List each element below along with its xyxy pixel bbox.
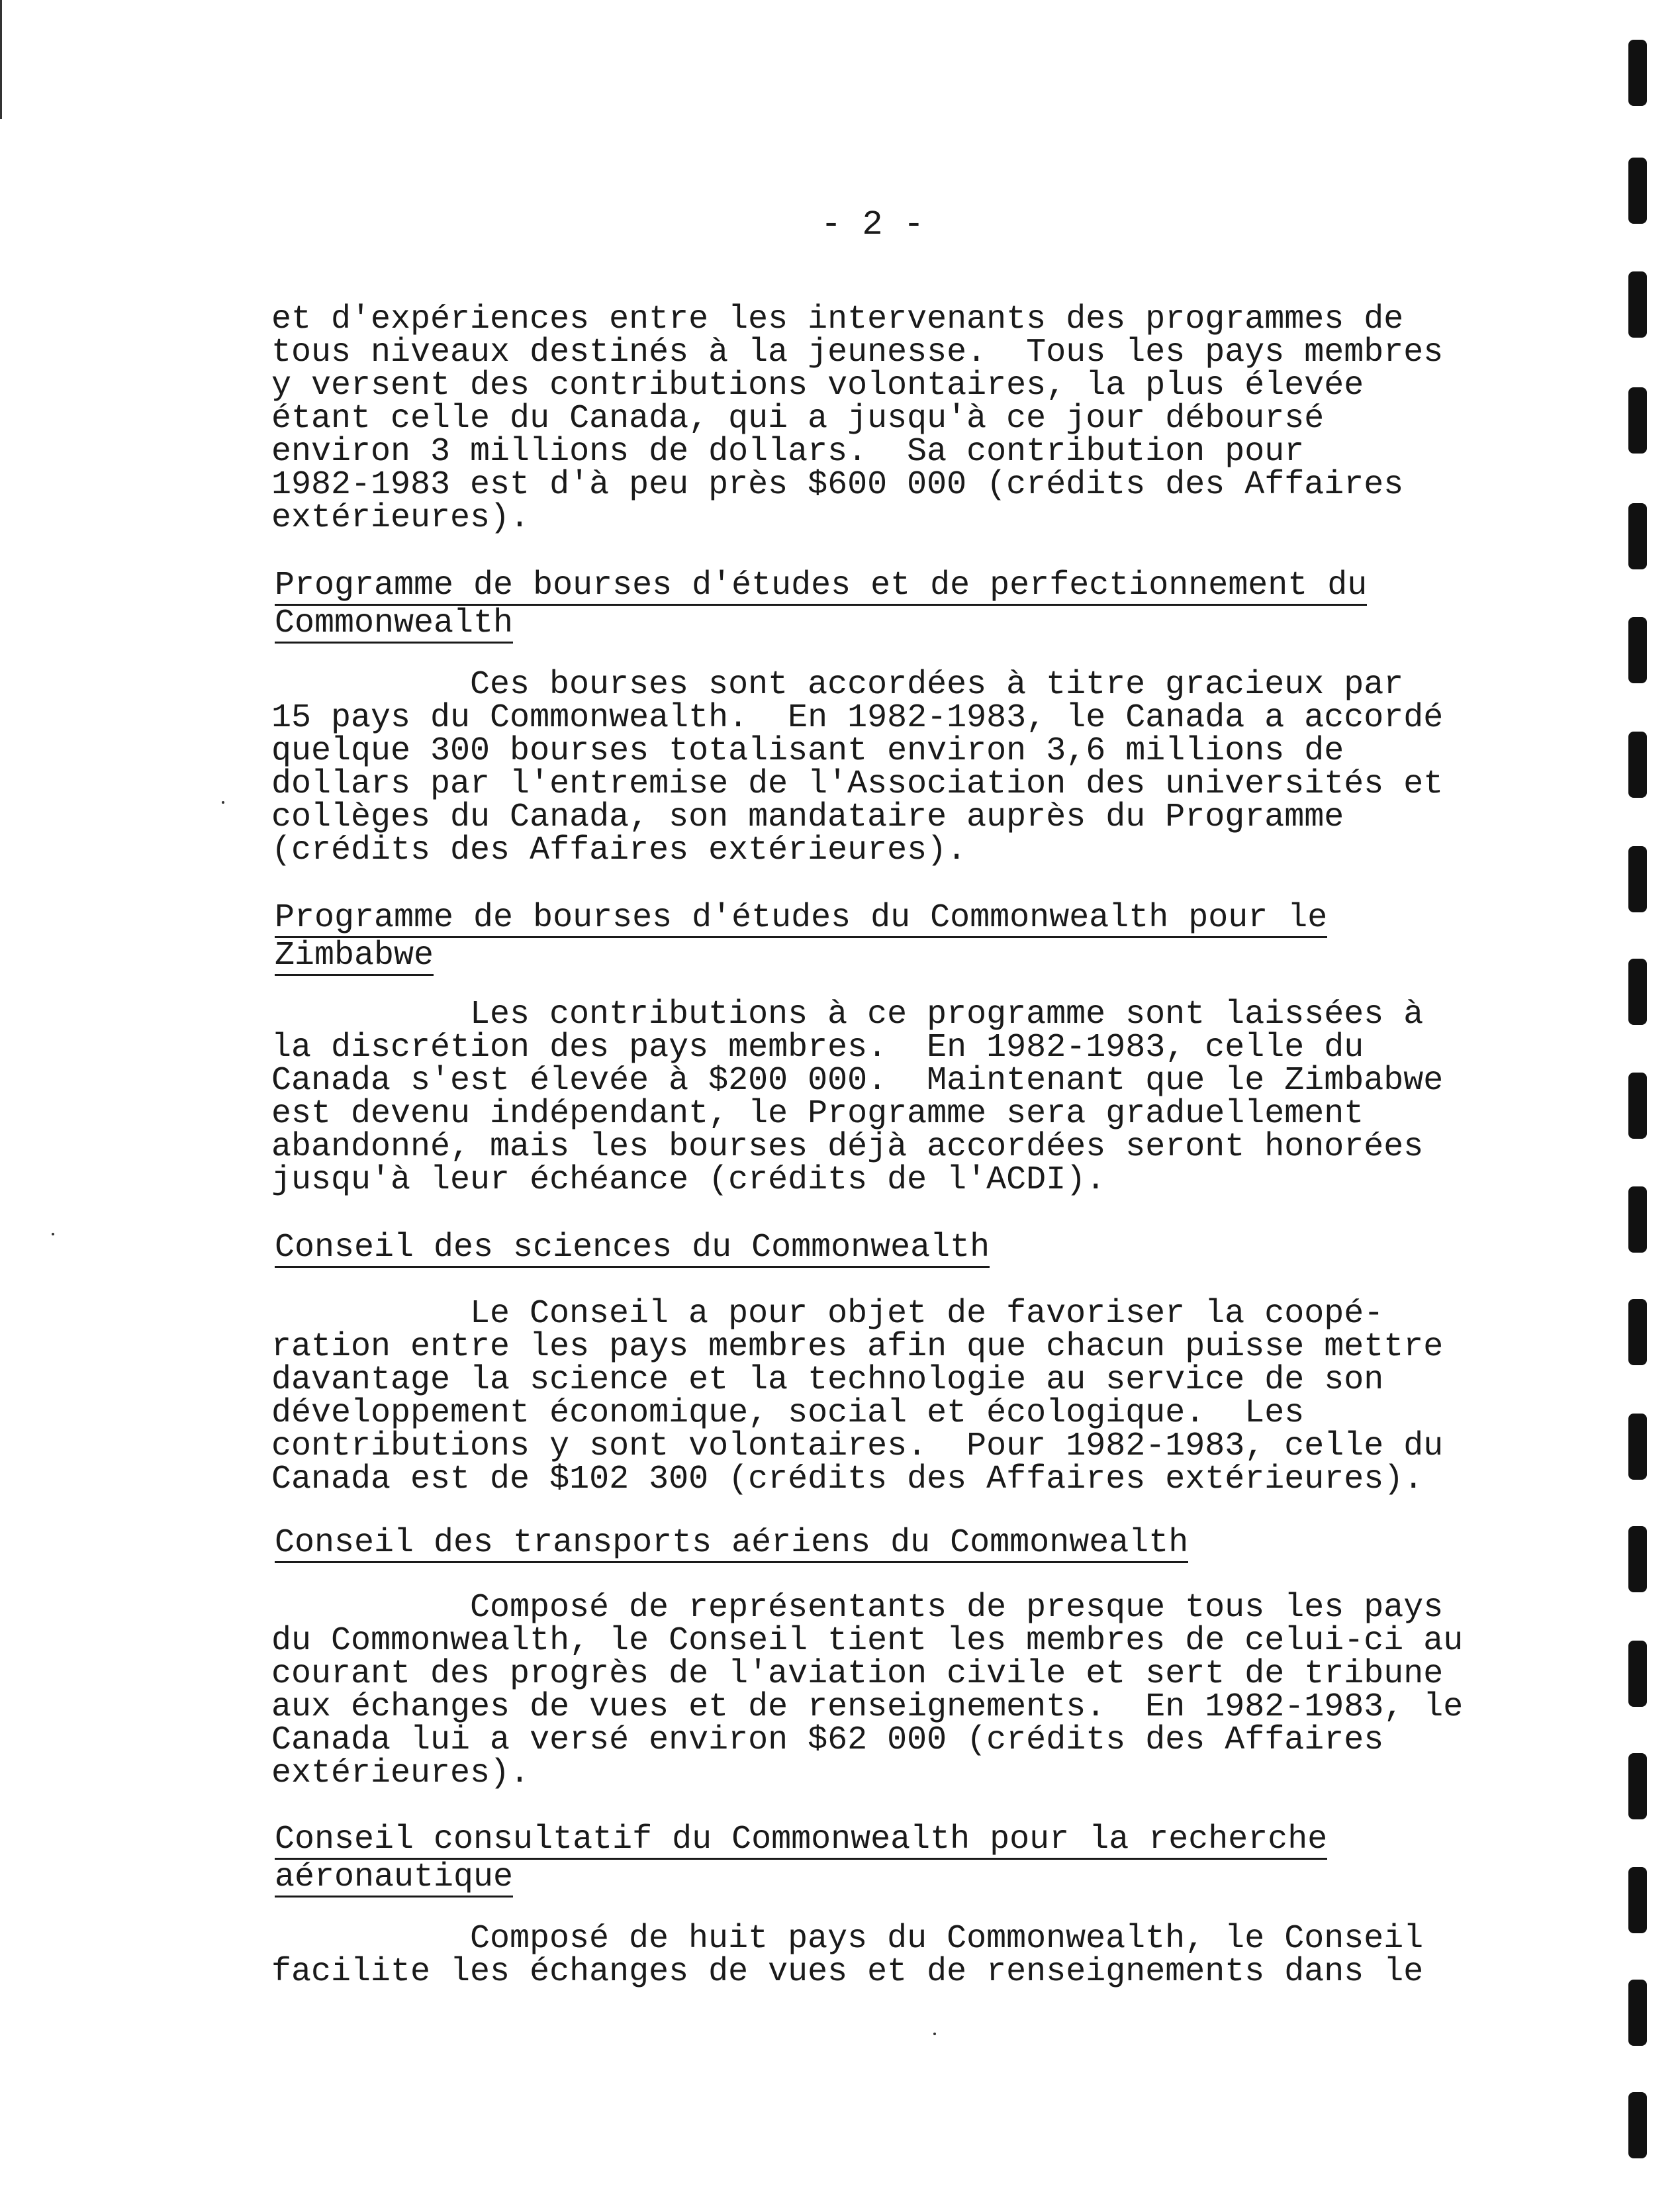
page-edge-mark [0, 0, 2, 119]
binding-mark [1628, 1753, 1647, 1819]
heading-line: Conseil des transports aériens du Commonwealth [275, 1524, 1189, 1562]
paragraph-line: développement économique, social et écologique. Les [271, 1394, 1305, 1432]
heading-line: Programme de bourses d'études et de perfectionnement du [275, 567, 1368, 604]
paragraph-line: Les contributions à ce programme sont laissées à [470, 996, 1424, 1033]
heading-line: Zimbabwe [275, 937, 434, 975]
section-paragraph [271, 666, 1463, 869]
paragraph-line: abandonné, mais les bourses déjà accordées seront honorées [271, 1128, 1424, 1166]
paragraph-line: extérieures). [271, 1754, 530, 1792]
paragraph-line: extérieures). [271, 499, 530, 537]
binding-mark [1628, 40, 1647, 106]
paragraph-line: et d'expériences entre les intervenants des programmes de [271, 301, 1404, 338]
heading-line: Conseil des sciences du Commonwealth [275, 1229, 990, 1267]
paragraph-line: du Commonwealth, le Conseil tient les membres de celui-ci au [271, 1622, 1464, 1660]
paragraph-line: Canada est de $102 300 (crédits des Affaires extérieures). [271, 1461, 1424, 1498]
binding-mark [1628, 1414, 1647, 1480]
section-heading [275, 569, 1367, 645]
paragraph-line: la discrétion des pays membres. En 1982-1983, celle du [271, 1029, 1364, 1067]
binding-mark [1628, 1980, 1647, 2046]
paragraph-line: quelque 300 bourses totalisant environ 3,6 millions de [271, 732, 1344, 770]
binding-mark [1628, 158, 1647, 224]
section-paragraph [271, 1295, 1463, 1498]
paragraph-line: ration entre les pays membres afin que chacun puisse mettre [271, 1328, 1444, 1366]
paragraph-line: y versent des contributions volontaires, la plus élevée [271, 367, 1364, 405]
heading-line: aéronautique [275, 1858, 514, 1896]
paragraph-line: collèges du Canada, son mandataire auprès du Programme [271, 798, 1344, 836]
paragraph-line: 15 pays du Commonwealth. En 1982-1983, le Canada a accordé [271, 699, 1444, 737]
binding-mark [1628, 1867, 1647, 1933]
paragraph-line: facilite les échanges de vues et de renseignements dans le [271, 1953, 1424, 1991]
paragraph-line: 1982-1983 est d'à peu près $600 000 (crédits des Affaires [271, 466, 1404, 504]
binding-mark [1628, 271, 1647, 338]
binding-mark [1628, 846, 1647, 912]
heading-line: Conseil consultatif du Commonwealth pour la recherche [275, 1821, 1328, 1858]
paragraph-line: Ces bourses sont accordées à titre gracieux par [470, 666, 1404, 704]
intro-paragraph [271, 303, 1463, 535]
binding-mark [1628, 617, 1647, 683]
paragraph-line: (crédits des Affaires extérieures). [271, 832, 967, 869]
binding-mark [1628, 732, 1647, 798]
paragraph-line: environ 3 millions de dollars. Sa contribution pour [271, 433, 1305, 471]
paragraph-line: Le Conseil a pour objet de favoriser la coopé- [470, 1295, 1384, 1333]
scan-speck [933, 2033, 936, 2035]
binding-mark [1628, 959, 1647, 1025]
paragraph-line: jusqu'à leur échéance (crédits de l'ACDI). [271, 1161, 1106, 1199]
binding-marks [1628, 0, 1655, 2210]
section-heading [275, 1231, 990, 1269]
binding-mark [1628, 1641, 1647, 1707]
paragraph-line: Canada lui a versé environ $62 000 (crédits des Affaires [271, 1721, 1384, 1759]
heading-line: Programme de bourses d'études du Commonwealth pour le [275, 899, 1328, 937]
binding-mark [1628, 1073, 1647, 1139]
heading-line: Commonwealth [275, 604, 514, 642]
paragraph-line: tous niveaux destinés à la jeunesse. Tous les pays membres [271, 334, 1444, 371]
paragraph-line: Composé de représentants de presque tous les pays [470, 1589, 1444, 1627]
section-paragraph [271, 1920, 1463, 1991]
paragraph-line: davantage la science et la technologie au service de son [271, 1361, 1384, 1399]
section-heading [275, 899, 1328, 977]
paragraph-line: courant des progrès de l'aviation civile et sert de tribune [271, 1655, 1444, 1693]
paragraph-line: est devenu indépendant, le Programme sera graduellement [271, 1095, 1364, 1133]
paragraph-line: étant celle du Canada, qui a jusqu'à ce jour déboursé [271, 400, 1325, 438]
section-heading [275, 1823, 1327, 1899]
paragraph-line: contributions y sont volontaires. Pour 1982-1983, celle du [271, 1427, 1444, 1465]
paragraph-line: Canada s'est élevée à $200 000. Maintenant que le Zimbabwe [271, 1062, 1444, 1100]
section-heading [275, 1524, 1189, 1564]
paragraph-line: dollars par l'entremise de l'Association des universités et [271, 765, 1444, 803]
section-paragraph [271, 998, 1463, 1197]
scan-speck [52, 1233, 54, 1235]
binding-mark [1628, 1186, 1647, 1253]
binding-mark [1628, 503, 1647, 569]
paragraph-line: aux échanges de vues et de renseignements. En 1982-1983, le [271, 1688, 1464, 1726]
binding-mark [1628, 1299, 1647, 1365]
binding-mark [1628, 387, 1647, 454]
binding-mark [1628, 2092, 1647, 2158]
section-paragraph [271, 1589, 1464, 1792]
binding-mark [1628, 1526, 1647, 1592]
page-number: - 2 - [821, 205, 925, 244]
scan-speck [222, 801, 224, 804]
paragraph-line: Composé de huit pays du Commonwealth, le Conseil [470, 1920, 1424, 1958]
